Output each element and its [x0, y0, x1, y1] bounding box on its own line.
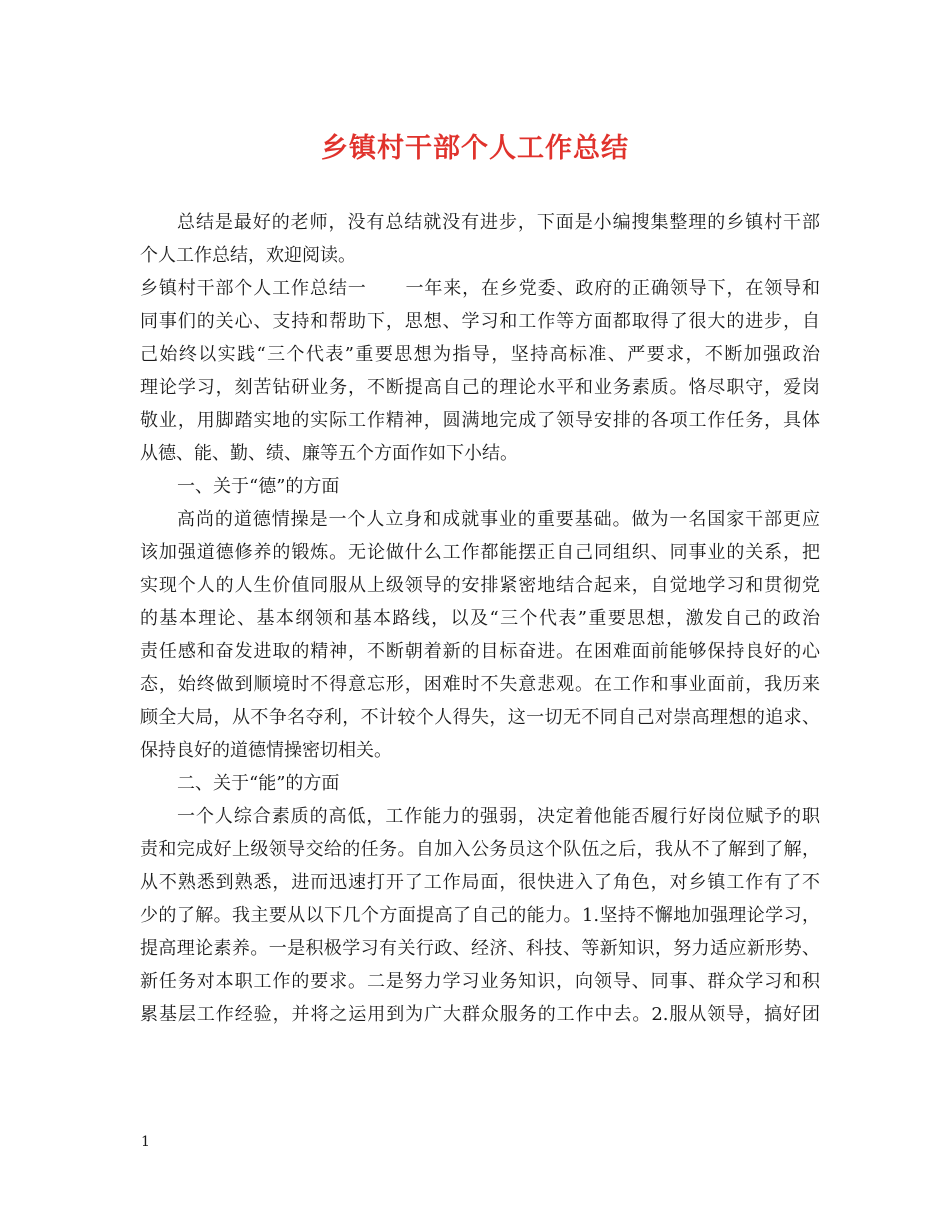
section-heading: 乡镇村干部个人工作总结一 — [140, 278, 367, 299]
text-line: 提高理论素养。一是积极学习有关行政、经济、科技、等新知识，努力适应新形势、 — [140, 938, 820, 959]
text-line: 从德、能、勤、绩、廉等五个方面作如下小结。 — [140, 443, 518, 464]
text-line: 敬业，用脚踏实地的实际工作精神，圆满地完成了领导安排的各项工作任务，具体 — [140, 410, 820, 431]
text-line: 己始终以实践“三个代表”重要思想为指导，坚持高标准、严要求，不断加强政治 — [140, 344, 820, 365]
text-line: 该加强道德修养的锻炼。无论做什么工作都能摆正自己同组织、同事业的关系，把 — [140, 542, 820, 563]
text-line: 顾全大局，从不争名夺利，不计较个人得失，这一切无不同自己对崇高理想的追求、 — [140, 707, 820, 728]
text-line: 同事们的关心、支持和帮助下，思想、学习和工作等方面都取得了很大的进步，自 — [140, 311, 820, 332]
text-line — [140, 272, 820, 305]
text-line: 少的了解。我主要从以下几个方面提高了自己的能力。1.坚持不懈地加强理论学习， — [140, 905, 820, 926]
text-line: 责和完成好上级领导交给的任务。自加入公务员这个队伍之后，我从不了解到了解， — [140, 839, 820, 860]
document-body — [140, 206, 820, 1031]
text-line: 保持良好的道德情操密切相关。 — [140, 740, 392, 761]
text-line: 高尚的道德情操是一个人立身和成就事业的重要基础。做为一名国家干部更应 — [177, 509, 820, 530]
text-line: 的基本理论、基本纲领和基本路线，以及“三个代表”重要思想，激发自己的政治 — [140, 608, 820, 629]
text-line: 累基层工作经验，并将之运用到为广大群众服务的工作中去。2.服从领导，搞好团 — [140, 1004, 820, 1025]
section-heading: 二、关于“能”的方面 — [177, 773, 340, 794]
text-line: 新任务对本职工作的要求。二是努力学习业务知识，向领导、同事、群众学习和积 — [140, 971, 820, 992]
text-line: 态，始终做到顺境时不得意忘形，困难时不失意悲观。在工作和事业面前，我历来 — [140, 674, 820, 695]
document-title: 乡镇村干部个人工作总结 — [321, 133, 629, 164]
text-line: 理论学习，刻苦钻研业务，不断提高自己的理论水平和业务素质。恪尽职守，爱岗 — [140, 377, 820, 398]
section-heading: 一、关于“德”的方面 — [177, 476, 340, 497]
page-number: 1 — [141, 1134, 150, 1150]
text-line: 一个人综合素质的高低，工作能力的强弱，决定着他能否履行好岗位赋予的职 — [177, 806, 820, 827]
text-line: 个人工作总结，欢迎阅读。 — [140, 245, 356, 266]
text-line: 从不熟悉到熟悉，进而迅速打开了工作局面，很快进入了角色，对乡镇工作有了不 — [140, 872, 820, 893]
text-line: 实现个人的人生价值同服从上级领导的安排紧密地结合起来，自觉地学习和贯彻党 — [140, 575, 820, 596]
text-segment: 一年来，在乡党委、政府的正确领导下，在领导和 — [404, 278, 821, 299]
text-line: 总结是最好的老师，没有总结就没有进步，下面是小编搜集整理的乡镇村干部 — [177, 212, 820, 233]
text-line: 责任感和奋发进取的精神，不断朝着新的目标奋进。在困难面前能够保持良好的心 — [140, 641, 820, 662]
